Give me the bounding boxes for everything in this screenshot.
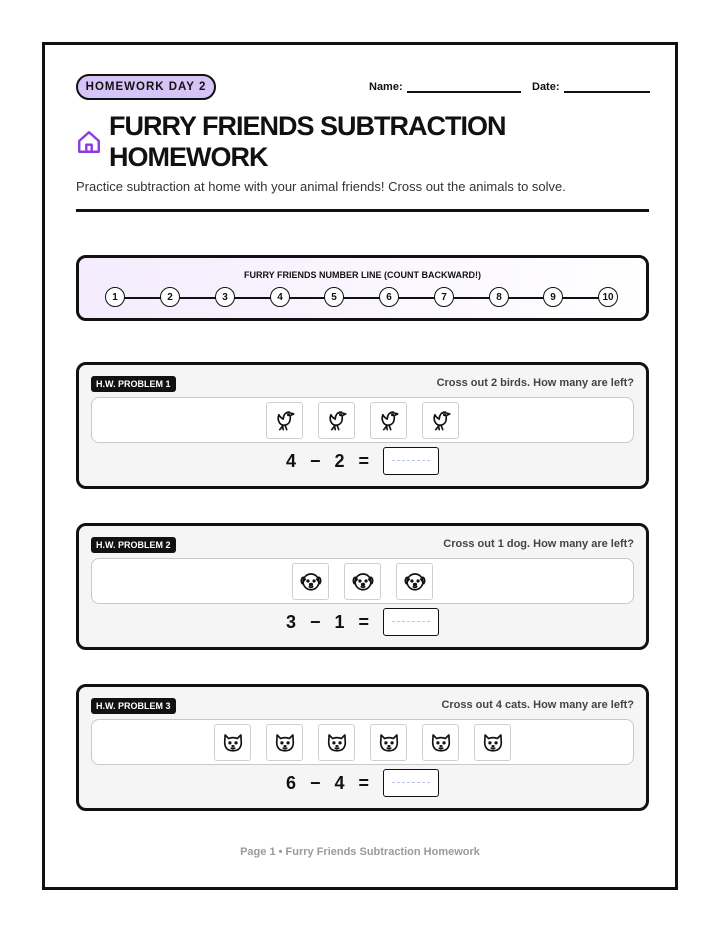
number-line-track xyxy=(116,297,609,299)
cat-icon xyxy=(375,728,403,756)
problem-instruction: Cross out 2 birds. How many are left? xyxy=(436,377,634,389)
date-label: Date: xyxy=(532,81,560,93)
cat-icon xyxy=(271,728,299,756)
cat-card[interactable] xyxy=(318,724,355,761)
animal-strip xyxy=(91,558,634,604)
bird-card[interactable] xyxy=(266,402,303,439)
problem-instruction: Cross out 4 cats. How many are left? xyxy=(441,699,634,711)
bird-card[interactable] xyxy=(422,402,459,439)
bird-icon xyxy=(427,406,455,434)
problem-card-2 xyxy=(76,523,649,650)
name-label: Name: xyxy=(369,81,403,93)
equation xyxy=(79,769,646,797)
number-line-panel xyxy=(76,255,649,321)
number-line-mark: 4 xyxy=(270,287,290,307)
answer-box[interactable] xyxy=(383,447,439,475)
problem-label: H.W. PROBLEM 2 xyxy=(91,537,176,553)
dog-icon xyxy=(349,567,377,595)
minus-sign: − xyxy=(309,611,321,632)
answer-box[interactable] xyxy=(383,608,439,636)
name-field[interactable] xyxy=(369,81,521,93)
problem-instruction: Cross out 1 dog. How many are left? xyxy=(443,538,634,550)
number-line-mark: 9 xyxy=(543,287,563,307)
date-field[interactable] xyxy=(532,81,650,93)
dog-card[interactable] xyxy=(292,563,329,600)
dog-card[interactable] xyxy=(344,563,381,600)
cat-card[interactable] xyxy=(422,724,459,761)
date-line[interactable] xyxy=(564,91,650,93)
cat-card[interactable] xyxy=(370,724,407,761)
cat-icon xyxy=(479,728,507,756)
number-line-mark: 8 xyxy=(489,287,509,307)
subtrahend: 1 xyxy=(334,611,345,632)
cat-card[interactable] xyxy=(266,724,303,761)
cat-card[interactable] xyxy=(474,724,511,761)
minuend: 3 xyxy=(285,611,296,632)
number-line-mark: 5 xyxy=(324,287,344,307)
number-line-title: FURRY FRIENDS NUMBER LINE (COUNT BACKWARD!) xyxy=(244,270,481,280)
minuend: 6 xyxy=(285,772,296,793)
dog-card[interactable] xyxy=(396,563,433,600)
equation xyxy=(79,447,646,475)
cat-card[interactable] xyxy=(214,724,251,761)
bird-card[interactable] xyxy=(318,402,355,439)
number-line-mark: 2 xyxy=(160,287,180,307)
subtrahend: 2 xyxy=(334,450,345,471)
subtrahend: 4 xyxy=(334,772,345,793)
homework-day-badge: HOMEWORK DAY 2 xyxy=(76,74,216,100)
home-icon xyxy=(76,129,102,155)
problem-card-3 xyxy=(76,684,649,811)
answer-box[interactable] xyxy=(383,769,439,797)
name-line[interactable] xyxy=(407,91,521,93)
bird-card[interactable] xyxy=(370,402,407,439)
animal-strip xyxy=(91,397,634,443)
equals-sign: = xyxy=(358,450,370,471)
page-footer: Page 1 • Furry Friends Subtraction Homework xyxy=(240,846,480,858)
equals-sign: = xyxy=(358,772,370,793)
number-line-mark: 7 xyxy=(434,287,454,307)
equals-sign: = xyxy=(358,611,370,632)
cat-icon xyxy=(323,728,351,756)
bird-icon xyxy=(271,406,299,434)
number-line-mark: 10 xyxy=(598,287,618,307)
page-subtitle: Practice subtraction at home with your animal friends! Cross out the animals to solve. xyxy=(76,179,566,194)
cat-icon xyxy=(427,728,455,756)
number-line-mark: 6 xyxy=(379,287,399,307)
minus-sign: − xyxy=(309,772,321,793)
problem-card-1 xyxy=(76,362,649,489)
equation xyxy=(79,608,646,636)
number-line-mark: 3 xyxy=(215,287,235,307)
problem-label: H.W. PROBLEM 1 xyxy=(91,376,176,392)
dog-icon xyxy=(401,567,429,595)
bird-icon xyxy=(375,406,403,434)
dog-icon xyxy=(297,567,325,595)
cat-icon xyxy=(219,728,247,756)
animal-strip xyxy=(91,719,634,765)
number-line-mark: 1 xyxy=(105,287,125,307)
bird-icon xyxy=(323,406,351,434)
header-divider xyxy=(76,209,649,212)
minus-sign: − xyxy=(309,450,321,471)
minuend: 4 xyxy=(285,450,296,471)
page-title: FURRY FRIENDS SUBTRACTION HOMEWORK xyxy=(109,111,506,172)
worksheet-page xyxy=(42,42,678,890)
problem-label: H.W. PROBLEM 3 xyxy=(91,698,176,714)
